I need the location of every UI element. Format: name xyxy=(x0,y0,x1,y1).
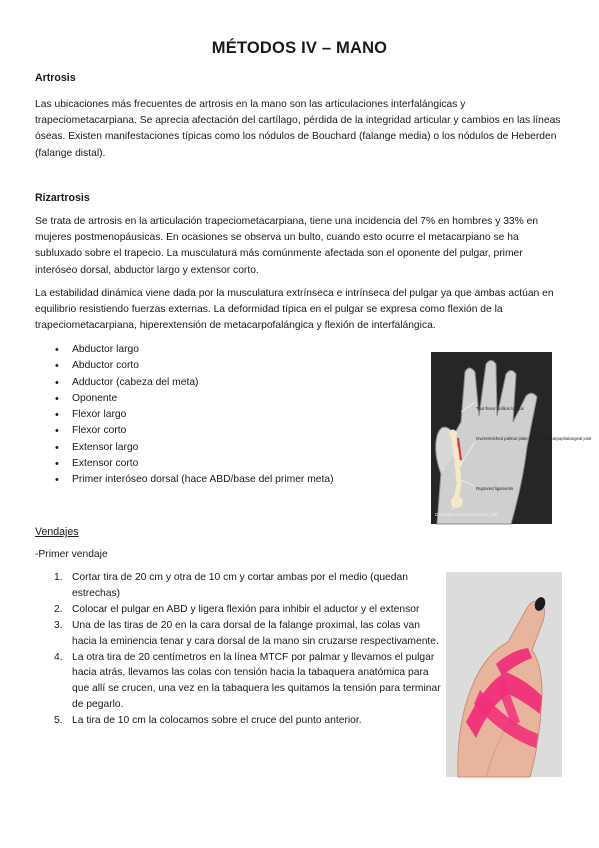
taped-hand-photo xyxy=(446,572,562,777)
figure-label-dislocated: Dislocated carpometacarpal joint xyxy=(435,512,498,517)
page-title: MÉTODOS IV – MANO xyxy=(211,39,388,57)
list-item: • Oponente xyxy=(55,391,334,407)
muscle-list xyxy=(55,342,334,489)
list-item xyxy=(48,650,441,714)
subheading-primer-vendaje: -Primer vendaje xyxy=(35,549,108,560)
list-item xyxy=(48,570,441,602)
figure-label-tendon: Taut flexor pollicis longus xyxy=(476,406,524,411)
step-number: 4. xyxy=(54,651,63,663)
thumb-deformity-figure xyxy=(431,352,592,524)
step-text: La otra tira de 20 centímetros en la línea MTCF por palmar y llevamos el pulgar hacia atrás, llevamos las colas con tensión hacia la tabaquera anatómica para que allí se crucen, una vez en la tabaquera les quitamos la tensión para terminar de pegarlo. xyxy=(72,651,441,711)
list-item: • Extensor corto xyxy=(55,456,334,472)
list-item: • Extensor largo xyxy=(55,440,334,456)
step-text: Cortar tira de 20 cm y otra de 10 cm y cortar ambas por el medio (quedan estrechas) xyxy=(72,572,408,599)
list-item xyxy=(48,713,441,729)
list-item: • Flexor corto xyxy=(55,423,334,439)
step-number: 2. xyxy=(54,603,63,615)
paragraph-rizartrosis-2: La estabilidad dinámica viene dada por la musculatura extrínseca e intrínseca del pulgar ya que ambas actúan en equilibrio resistiendo fuerzas externas. La deformidad típica en el pulgar se expresa como flexión de la trapeciometacarpiana, hiperextensión de metacarpofalángica y flexión de interfalángica. xyxy=(35,288,554,332)
step-number: 3. xyxy=(54,619,63,631)
paragraph-rizartrosis-1: Se trata de artrosis en la articulación trapeciometacarpiana, tiene una incidencia del 7% en hombres y 33% en mujeres postmenopáusicas. En ocasiones se observa un bulto, cuando esto ocurre el metacarpiano se ha subluxado sobre el trapecio. La musculatura más comúnmente afectada son el oponente del pulgar, primer interóseo dorsal, abductor largo y extensor corto. xyxy=(35,216,539,276)
figure-label-ligaments: Ruptured ligaments xyxy=(476,486,514,491)
figure-label-plate: Overstretched palmar plate at the metacarpophalangeal joint xyxy=(476,436,592,441)
list-item xyxy=(48,602,441,618)
heading-vendajes: Vendajes xyxy=(35,526,79,538)
step-text: Colocar el pulgar en ABD y ligera flexión para inhibir el aductor y el extensor xyxy=(72,603,420,615)
list-item: • Abductor corto xyxy=(55,358,334,374)
list-item: • Primer interóseo dorsal (hace ABD/base del primer meta) xyxy=(55,472,334,488)
list-item: • Flexor largo xyxy=(55,407,334,423)
list-item xyxy=(48,618,441,650)
paragraph-artrosis: Las ubicaciones más frecuentes de artrosis en la mano son las articulaciones interfalángicas y trapeciometacarpiana. Se aprecia afectación del cartílago, pérdida de la integridad articular y cambios en las líneas óseas. Existen manifestaciones típicas como los nódulos de Bouchard (falange media) o los nódulos de Heberden (falange distal). xyxy=(35,99,561,159)
step-text: Una de las tiras de 20 en la cara dorsal de la falange proximal, las colas van hacia la eminencia tenar y cara dorsal de la mano sin cruzarse respectivamente. xyxy=(72,619,439,647)
step-text: La tira de 10 cm la colocamos sobre el cruce del punto anterior. xyxy=(72,715,362,727)
heading-artrosis: Artrosis xyxy=(35,72,76,84)
heading-rizartrosis: Rizartrosis xyxy=(35,192,90,204)
taping-steps xyxy=(48,570,441,729)
list-item: • Adductor (cabeza del meta) xyxy=(55,375,334,391)
list-item: • Abductor largo xyxy=(55,342,334,358)
step-number: 5. xyxy=(54,715,63,727)
step-number: 1. xyxy=(54,572,63,583)
